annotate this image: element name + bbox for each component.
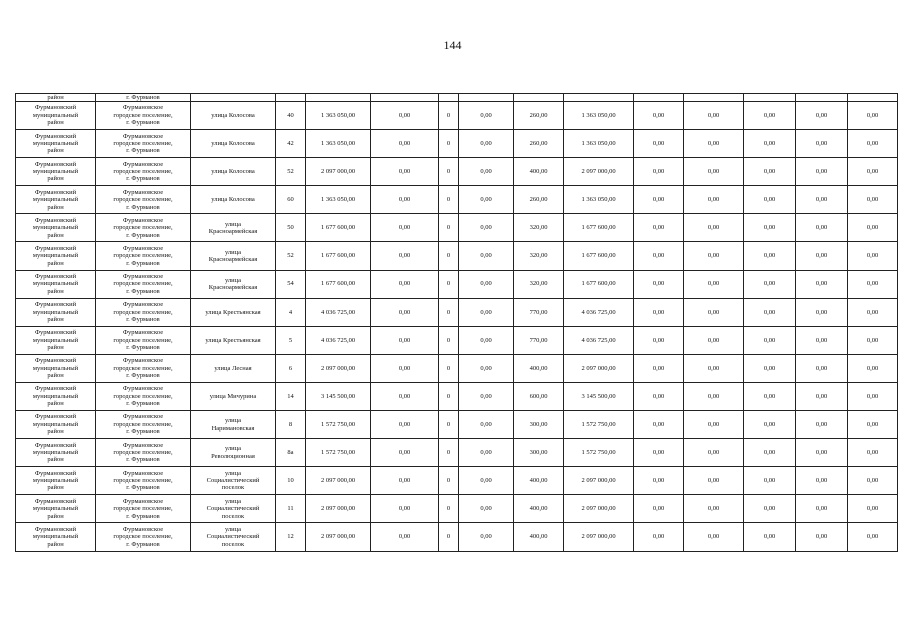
table-cell-c15: 0,00	[848, 495, 898, 523]
table-cell-c11: 0,00	[634, 439, 684, 467]
table-cell-c9: 600,00	[514, 382, 564, 410]
table-cell-c6	[371, 94, 439, 102]
table-cell-c15: 0,00	[848, 523, 898, 551]
table-cell-c11	[634, 94, 684, 102]
table-cell-c6: 0,00	[371, 158, 439, 186]
table-cell-c14: 0,00	[796, 102, 848, 130]
table-row	[16, 186, 898, 214]
table-cell-c13: 0,00	[744, 439, 796, 467]
table-cell-c14: 0,00	[796, 158, 848, 186]
table-row	[16, 94, 898, 102]
table-cell-c13: 0,00	[744, 382, 796, 410]
table-cell-c15	[848, 94, 898, 102]
table-cell-settlement: Фурмановское городское поселение, г. Фурманов	[96, 523, 191, 551]
table-cell-street: улица Социалистический поселок	[191, 467, 276, 495]
table-cell-house: 5	[276, 326, 306, 354]
table-cell-c6: 0,00	[371, 411, 439, 439]
table-cell-settlement: Фурмановское городское поселение, г. Фурманов	[96, 102, 191, 130]
table-cell-c8: 0,00	[459, 186, 514, 214]
table-cell-house: 6	[276, 354, 306, 382]
table-cell-house: 50	[276, 214, 306, 242]
table-cell-cost_total: 4 036 725,00	[306, 298, 371, 326]
table-cell-c10: 1 363 050,00	[564, 102, 634, 130]
table-cell-c7: 0	[439, 242, 459, 270]
table-cell-c11: 0,00	[634, 130, 684, 158]
table-cell-c15: 0,00	[848, 439, 898, 467]
table-cell-street: улица Крестьянская	[191, 326, 276, 354]
table-cell-c6: 0,00	[371, 298, 439, 326]
table-cell-c10: 1 572 750,00	[564, 411, 634, 439]
table-cell-street: улица Красноармейская	[191, 242, 276, 270]
table-cell-settlement: Фурмановское городское поселение, г. Фурманов	[96, 382, 191, 410]
table-cell-c11: 0,00	[634, 326, 684, 354]
table-cell-c15: 0,00	[848, 242, 898, 270]
table-cell-municipality: Фурмановский муниципальный район	[16, 382, 96, 410]
table-cell-c10: 3 145 500,00	[564, 382, 634, 410]
table-cell-house: 10	[276, 467, 306, 495]
table-cell-municipality: Фурмановский муниципальный район	[16, 439, 96, 467]
table-cell-c14: 0,00	[796, 326, 848, 354]
table-cell-c13: 0,00	[744, 467, 796, 495]
table-cell-cost_total: 2 097 000,00	[306, 467, 371, 495]
table-cell-cost_total: 1 363 050,00	[306, 130, 371, 158]
table-cell-c7: 0	[439, 158, 459, 186]
table-cell-c6: 0,00	[371, 130, 439, 158]
table-cell-settlement: Фурмановское городское поселение, г. Фурманов	[96, 158, 191, 186]
table-row	[16, 354, 898, 382]
table-cell-c7: 0	[439, 298, 459, 326]
table-cell-c8: 0,00	[459, 382, 514, 410]
table-row	[16, 102, 898, 130]
table-cell-municipality: Фурмановский муниципальный район	[16, 158, 96, 186]
table-cell-c14	[796, 94, 848, 102]
table-cell-c15: 0,00	[848, 382, 898, 410]
table-cell-c6: 0,00	[371, 354, 439, 382]
table-cell-c11: 0,00	[634, 467, 684, 495]
table-row	[16, 495, 898, 523]
table-cell-c7: 0	[439, 523, 459, 551]
table-cell-c9: 400,00	[514, 495, 564, 523]
table-cell-c12: 0,00	[684, 354, 744, 382]
table-cell-c14: 0,00	[796, 354, 848, 382]
table-cell-c7: 0	[439, 439, 459, 467]
table-cell-c12: 0,00	[684, 214, 744, 242]
table-cell-c9: 260,00	[514, 130, 564, 158]
table-row	[16, 523, 898, 551]
table-cell-c11: 0,00	[634, 242, 684, 270]
table-cell-c10	[564, 94, 634, 102]
table-cell-settlement: Фурмановское городское поселение, г. Фурманов	[96, 214, 191, 242]
table-cell-c14: 0,00	[796, 270, 848, 298]
table-cell-c10: 2 097 000,00	[564, 523, 634, 551]
table-cell-street: улица Крестьянская	[191, 298, 276, 326]
table-cell-c11: 0,00	[634, 495, 684, 523]
table-cell-c8	[459, 94, 514, 102]
table-cell-municipality: Фурмановский муниципальный район	[16, 102, 96, 130]
table-cell-c10: 4 036 725,00	[564, 326, 634, 354]
table-cell-c7	[439, 94, 459, 102]
table-cell-c15: 0,00	[848, 411, 898, 439]
table-cell-c15: 0,00	[848, 102, 898, 130]
table-cell-c12: 0,00	[684, 298, 744, 326]
table-cell-street: улица Наримановская	[191, 411, 276, 439]
table-cell-municipality: Фурмановский муниципальный район	[16, 411, 96, 439]
table-cell-c14: 0,00	[796, 242, 848, 270]
table-cell-c6: 0,00	[371, 439, 439, 467]
table-cell-c9	[514, 94, 564, 102]
table-cell-c9: 770,00	[514, 298, 564, 326]
table-cell-c12: 0,00	[684, 326, 744, 354]
table-cell-c6: 0,00	[371, 523, 439, 551]
table-cell-c14: 0,00	[796, 495, 848, 523]
table-cell-c8: 0,00	[459, 411, 514, 439]
table-cell-street: улица Красноармейская	[191, 270, 276, 298]
table-cell-c8: 0,00	[459, 495, 514, 523]
table-cell-c8: 0,00	[459, 467, 514, 495]
table-cell-c7: 0	[439, 382, 459, 410]
table-cell-street: улица Мичурина	[191, 382, 276, 410]
table-cell-c12: 0,00	[684, 523, 744, 551]
table-cell-street: улица Колосова	[191, 158, 276, 186]
table-cell-c9: 300,00	[514, 439, 564, 467]
table-row	[16, 214, 898, 242]
table-cell-house: 12	[276, 523, 306, 551]
table-cell-c6: 0,00	[371, 214, 439, 242]
table-cell-c14: 0,00	[796, 186, 848, 214]
table-cell-cost_total: 1 363 050,00	[306, 186, 371, 214]
table-cell-cost_total: 4 036 725,00	[306, 326, 371, 354]
table-cell-c13: 0,00	[744, 354, 796, 382]
table-cell-c9: 400,00	[514, 523, 564, 551]
table-cell-c11: 0,00	[634, 523, 684, 551]
table-cell-c7: 0	[439, 270, 459, 298]
table-cell-c6: 0,00	[371, 467, 439, 495]
table-cell-c12: 0,00	[684, 382, 744, 410]
table-cell-c13: 0,00	[744, 214, 796, 242]
table-cell-c8: 0,00	[459, 326, 514, 354]
table-cell-c7: 0	[439, 130, 459, 158]
table-cell-house: 11	[276, 495, 306, 523]
table-cell-c7: 0	[439, 186, 459, 214]
table-cell-settlement: Фурмановское городское поселение, г. Фурманов	[96, 298, 191, 326]
table-row	[16, 242, 898, 270]
table-cell-c12: 0,00	[684, 242, 744, 270]
table-cell-settlement: Фурмановское городское поселение, г. Фурманов	[96, 186, 191, 214]
table-cell-c6: 0,00	[371, 382, 439, 410]
table-cell-c6: 0,00	[371, 242, 439, 270]
table-cell-c14: 0,00	[796, 523, 848, 551]
table-cell-street: улица Колосова	[191, 102, 276, 130]
table-cell-municipality: Фурмановский муниципальный район	[16, 523, 96, 551]
table-cell-c15: 0,00	[848, 326, 898, 354]
table-cell-municipality: район	[16, 94, 96, 102]
table-cell-c8: 0,00	[459, 214, 514, 242]
table-cell-house: 4	[276, 298, 306, 326]
table-cell-house: 8	[276, 411, 306, 439]
table-cell-c12: 0,00	[684, 270, 744, 298]
table-cell-c11: 0,00	[634, 354, 684, 382]
table-cell-c6: 0,00	[371, 326, 439, 354]
table-cell-c15: 0,00	[848, 298, 898, 326]
table-cell-cost_total	[306, 94, 371, 102]
table-cell-cost_total: 1 677 600,00	[306, 214, 371, 242]
table-cell-c12: 0,00	[684, 102, 744, 130]
table-cell-municipality: Фурмановский муниципальный район	[16, 326, 96, 354]
table-cell-c11: 0,00	[634, 102, 684, 130]
table-cell-c9: 320,00	[514, 270, 564, 298]
table-cell-house: 52	[276, 158, 306, 186]
table-cell-c12: 0,00	[684, 411, 744, 439]
table-cell-c8: 0,00	[459, 354, 514, 382]
table-cell-c14: 0,00	[796, 130, 848, 158]
table-cell-cost_total: 1 677 600,00	[306, 242, 371, 270]
table-cell-c10: 1 677 600,00	[564, 214, 634, 242]
table-cell-c11: 0,00	[634, 186, 684, 214]
table-cell-street: улица Красноармейская	[191, 214, 276, 242]
table-cell-c9: 400,00	[514, 354, 564, 382]
table-cell-c13	[744, 94, 796, 102]
table-cell-c13: 0,00	[744, 186, 796, 214]
table-cell-house	[276, 94, 306, 102]
table-cell-municipality: Фурмановский муниципальный район	[16, 214, 96, 242]
table-cell-c9: 300,00	[514, 411, 564, 439]
table-cell-cost_total: 3 145 500,00	[306, 382, 371, 410]
table-cell-c11: 0,00	[634, 214, 684, 242]
table-cell-c7: 0	[439, 354, 459, 382]
table-row	[16, 411, 898, 439]
table-cell-c8: 0,00	[459, 242, 514, 270]
table-cell-municipality: Фурмановский муниципальный район	[16, 186, 96, 214]
table-cell-c13: 0,00	[744, 270, 796, 298]
table-cell-house: 42	[276, 130, 306, 158]
page-number: 144	[443, 38, 462, 52]
table-cell-c10: 2 097 000,00	[564, 495, 634, 523]
table-row	[16, 326, 898, 354]
table-cell-c8: 0,00	[459, 523, 514, 551]
table-cell-c8: 0,00	[459, 102, 514, 130]
table-cell-house: 8а	[276, 439, 306, 467]
table-cell-c10: 2 097 000,00	[564, 158, 634, 186]
table-cell-street: улица Лесная	[191, 354, 276, 382]
table-cell-house: 14	[276, 382, 306, 410]
table-cell-c9: 400,00	[514, 158, 564, 186]
table-cell-settlement: Фурмановское городское поселение, г. Фурманов	[96, 326, 191, 354]
table-cell-c10: 1 572 750,00	[564, 439, 634, 467]
table-cell-settlement: Фурмановское городское поселение, г. Фурманов	[96, 130, 191, 158]
table-cell-c7: 0	[439, 467, 459, 495]
table-cell-settlement: Фурмановское городское поселение, г. Фурманов	[96, 242, 191, 270]
table-cell-c15: 0,00	[848, 467, 898, 495]
table-cell-c7: 0	[439, 326, 459, 354]
table-cell-c15: 0,00	[848, 158, 898, 186]
table-cell-house: 54	[276, 270, 306, 298]
table-body	[16, 94, 898, 552]
table-cell-street	[191, 94, 276, 102]
table-cell-c13: 0,00	[744, 523, 796, 551]
table-cell-c14: 0,00	[796, 298, 848, 326]
table-cell-cost_total: 2 097 000,00	[306, 354, 371, 382]
table-cell-street: улица Социалистический поселок	[191, 523, 276, 551]
table-cell-c15: 0,00	[848, 130, 898, 158]
table-cell-house: 60	[276, 186, 306, 214]
table-cell-c10: 1 677 600,00	[564, 242, 634, 270]
table-cell-c9: 770,00	[514, 326, 564, 354]
table-cell-municipality: Фурмановский муниципальный район	[16, 495, 96, 523]
table-row	[16, 467, 898, 495]
table-cell-c6: 0,00	[371, 102, 439, 130]
table-cell-c11: 0,00	[634, 411, 684, 439]
table-cell-c10: 4 036 725,00	[564, 298, 634, 326]
table-cell-municipality: Фурмановский муниципальный район	[16, 242, 96, 270]
table-cell-c15: 0,00	[848, 354, 898, 382]
table-cell-settlement: Фурмановское городское поселение, г. Фурманов	[96, 495, 191, 523]
table-cell-c11: 0,00	[634, 298, 684, 326]
table-cell-municipality: Фурмановский муниципальный район	[16, 130, 96, 158]
table-row	[16, 158, 898, 186]
table-cell-municipality: Фурмановский муниципальный район	[16, 354, 96, 382]
table-cell-c11: 0,00	[634, 158, 684, 186]
table-cell-cost_total: 2 097 000,00	[306, 495, 371, 523]
table-cell-c15: 0,00	[848, 214, 898, 242]
table-cell-c15: 0,00	[848, 186, 898, 214]
table-cell-c12: 0,00	[684, 495, 744, 523]
table-cell-c12: 0,00	[684, 130, 744, 158]
table-cell-municipality: Фурмановский муниципальный район	[16, 298, 96, 326]
table-cell-c8: 0,00	[459, 130, 514, 158]
table-cell-c9: 320,00	[514, 214, 564, 242]
table-cell-c12	[684, 94, 744, 102]
table-cell-settlement: Фурмановское городское поселение, г. Фурманов	[96, 270, 191, 298]
table-cell-c14: 0,00	[796, 382, 848, 410]
table-cell-c9: 260,00	[514, 102, 564, 130]
table-cell-house: 52	[276, 242, 306, 270]
table-cell-c14: 0,00	[796, 411, 848, 439]
table-cell-c13: 0,00	[744, 495, 796, 523]
table-cell-c9: 400,00	[514, 467, 564, 495]
table-cell-cost_total: 2 097 000,00	[306, 158, 371, 186]
table-cell-cost_total: 1 677 600,00	[306, 270, 371, 298]
table-cell-c14: 0,00	[796, 214, 848, 242]
table-cell-c12: 0,00	[684, 158, 744, 186]
table-cell-c6: 0,00	[371, 495, 439, 523]
table-cell-c13: 0,00	[744, 242, 796, 270]
table-cell-c7: 0	[439, 102, 459, 130]
table-cell-cost_total: 2 097 000,00	[306, 523, 371, 551]
table-cell-street: улица Революционная	[191, 439, 276, 467]
table-cell-c8: 0,00	[459, 298, 514, 326]
table-cell-c7: 0	[439, 411, 459, 439]
table-cell-cost_total: 1 572 750,00	[306, 439, 371, 467]
table-row	[16, 130, 898, 158]
table-cell-c14: 0,00	[796, 439, 848, 467]
table-row	[16, 439, 898, 467]
table-cell-c7: 0	[439, 495, 459, 523]
table-row	[16, 382, 898, 410]
table-cell-c12: 0,00	[684, 186, 744, 214]
table-cell-street: улица Колосова	[191, 130, 276, 158]
table-cell-settlement: Фурмановское городское поселение, г. Фурманов	[96, 354, 191, 382]
table-cell-house: 40	[276, 102, 306, 130]
table-cell-c11: 0,00	[634, 270, 684, 298]
table-cell-c13: 0,00	[744, 102, 796, 130]
table-cell-c13: 0,00	[744, 130, 796, 158]
table-cell-c8: 0,00	[459, 270, 514, 298]
table-cell-c12: 0,00	[684, 467, 744, 495]
data-table	[15, 93, 898, 552]
table-cell-c11: 0,00	[634, 382, 684, 410]
table-cell-c13: 0,00	[744, 411, 796, 439]
table-cell-street: улица Социалистический поселок	[191, 495, 276, 523]
table-cell-settlement: Фурмановское городское поселение, г. Фурманов	[96, 411, 191, 439]
table-cell-c12: 0,00	[684, 439, 744, 467]
table-cell-c9: 260,00	[514, 186, 564, 214]
table-cell-c9: 320,00	[514, 242, 564, 270]
table-cell-c10: 1 363 050,00	[564, 130, 634, 158]
table-row	[16, 298, 898, 326]
table-cell-c6: 0,00	[371, 270, 439, 298]
table-cell-c8: 0,00	[459, 158, 514, 186]
table-cell-c13: 0,00	[744, 326, 796, 354]
table-row	[16, 270, 898, 298]
table-cell-c8: 0,00	[459, 439, 514, 467]
table-cell-cost_total: 1 363 050,00	[306, 102, 371, 130]
table-cell-municipality: Фурмановский муниципальный район	[16, 270, 96, 298]
table-cell-c14: 0,00	[796, 467, 848, 495]
table-cell-c13: 0,00	[744, 298, 796, 326]
table-cell-c10: 2 097 000,00	[564, 467, 634, 495]
table-cell-c15: 0,00	[848, 270, 898, 298]
table-cell-c6: 0,00	[371, 186, 439, 214]
table-cell-c10: 2 097 000,00	[564, 354, 634, 382]
table-cell-c10: 1 363 050,00	[564, 186, 634, 214]
table-cell-cost_total: 1 572 750,00	[306, 411, 371, 439]
table-cell-c13: 0,00	[744, 158, 796, 186]
table-cell-c7: 0	[439, 214, 459, 242]
table-cell-street: улица Колосова	[191, 186, 276, 214]
table-cell-settlement: Фурмановское городское поселение, г. Фурманов	[96, 467, 191, 495]
table-cell-settlement: Фурмановское городское поселение, г. Фурманов	[96, 439, 191, 467]
table-cell-settlement: г. Фурманов	[96, 94, 191, 102]
table-cell-municipality: Фурмановский муниципальный район	[16, 467, 96, 495]
table-cell-c10: 1 677 600,00	[564, 270, 634, 298]
